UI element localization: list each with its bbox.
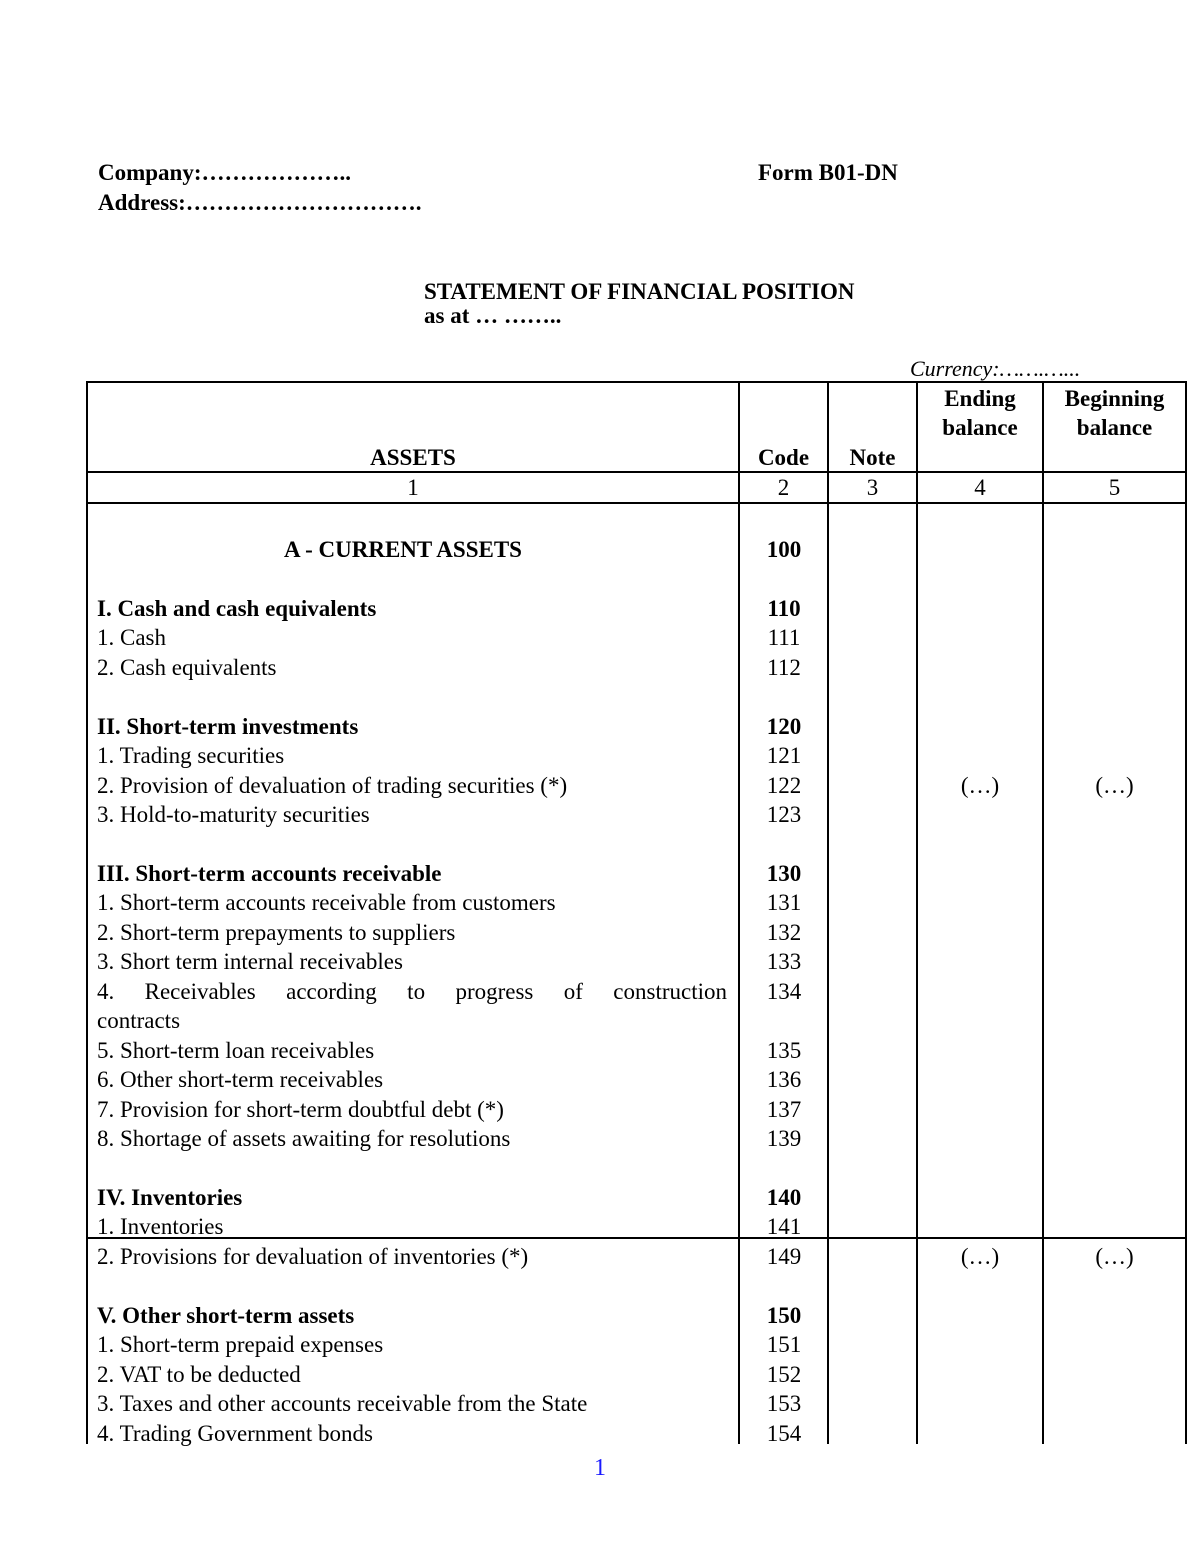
column-number: 2 [777, 475, 790, 500]
page-number: 1 [594, 1455, 606, 1481]
row-label: 1. Inventories [97, 1214, 224, 1240]
header-ending-line2: balance [942, 415, 1018, 440]
table-border-top [86, 381, 1187, 383]
table-row [86, 859, 1187, 888]
row-code: 110 [767, 595, 801, 621]
row-code: 131 [766, 890, 802, 916]
header-assets: ASSETS [370, 445, 456, 470]
row-label: II. Short-term investments [97, 713, 359, 739]
column-number: 1 [407, 475, 419, 500]
table-row [86, 1242, 1187, 1271]
row-label: 1. Cash [97, 625, 166, 651]
table-row [86, 1271, 1187, 1300]
table-row [86, 1360, 1187, 1389]
header-beginning-line2: balance [1076, 415, 1153, 440]
table-row [86, 1419, 1187, 1448]
row-label: 1. Short-term accounts receivable from customers [97, 890, 556, 916]
as-at-date: as at … …….. [424, 303, 562, 328]
header-ending-line1: Ending [944, 386, 1016, 411]
table-row [86, 771, 1187, 800]
table-row [86, 1124, 1187, 1153]
row-code: 136 [766, 1067, 802, 1093]
table-row [86, 1065, 1187, 1094]
row-label: A - CURRENT ASSETS [284, 537, 522, 562]
table-row [86, 682, 1187, 711]
row-label: 4. Receivables according to progress of construction [97, 978, 727, 1004]
row-label: 7. Provision for short-term doubtful debt (*) [97, 1096, 504, 1122]
table-row [86, 830, 1187, 859]
row-label: IV. Inventories [97, 1184, 243, 1210]
row-label: 3. Hold-to-maturity securities [97, 802, 370, 828]
row-code: 152 [766, 1361, 802, 1387]
row-label: 1. Trading securities [97, 743, 285, 769]
column-number: 3 [866, 475, 879, 500]
row-code: 123 [766, 802, 802, 828]
header-code: Code [757, 445, 810, 470]
row-label: III. Short-term accounts receivable [97, 860, 442, 886]
column-numbers-divider [86, 502, 1187, 504]
table-row [86, 1389, 1187, 1418]
row-code: 141 [766, 1214, 802, 1240]
row-code: 151 [766, 1332, 802, 1358]
table-row [86, 1330, 1187, 1359]
row-code: 100 [766, 537, 802, 562]
row-code: 122 [766, 772, 802, 798]
header-note: Note [849, 445, 896, 470]
row-code: 140 [766, 1184, 802, 1210]
table-row [86, 623, 1187, 652]
financial-position-table [86, 381, 1187, 1444]
table-row [86, 1212, 1187, 1241]
row-label: 6. Other short-term receivables [97, 1067, 384, 1093]
table-row [86, 1301, 1187, 1330]
table-row [86, 653, 1187, 682]
row-label: 2. Provisions for devaluation of inventories (*) [97, 1243, 529, 1269]
table-row [86, 1036, 1187, 1065]
row-code: 137 [766, 1096, 802, 1122]
row-code: 154 [766, 1420, 802, 1446]
row-code: 134 [766, 978, 802, 1004]
row-label: 3. Taxes and other accounts receivable from the State [97, 1391, 588, 1417]
row-label: 2. Short-term prepayments to suppliers [97, 919, 456, 945]
header-beginning-line1: Beginning [1064, 386, 1165, 411]
address-field: Address:…………………………. [98, 190, 422, 215]
row-label: 3. Short term internal receivables [97, 949, 403, 975]
row-code: 139 [766, 1126, 802, 1151]
table-row [86, 564, 1187, 593]
row-ending-balance: (…) [960, 1243, 1000, 1269]
table-row [86, 594, 1187, 623]
table-row [86, 888, 1187, 917]
column-number: 4 [974, 475, 986, 500]
row-label: 4. Trading Government bonds [97, 1420, 373, 1446]
document-title: STATEMENT OF FINANCIAL POSITION [424, 279, 855, 304]
row-label: 5. Short-term loan receivables [97, 1037, 375, 1063]
row-code: 121 [766, 743, 802, 769]
table-row [86, 1095, 1187, 1124]
row-beginning-balance: (…) [1095, 772, 1134, 798]
table-row [86, 947, 1187, 976]
row-code: 130 [766, 860, 802, 886]
row-label: V. Other short-term assets [97, 1302, 355, 1328]
table-row [86, 1153, 1187, 1182]
row-code: 132 [766, 919, 802, 945]
table-row [86, 1183, 1187, 1212]
row-label: 1. Short-term prepaid expenses [97, 1332, 384, 1358]
row-label: 2. VAT to be deducted [97, 1361, 301, 1387]
row-code: 153 [766, 1391, 802, 1417]
row-code: 111 [767, 625, 801, 651]
row-code: 133 [766, 949, 802, 975]
row-code: 150 [766, 1302, 802, 1328]
row-code: 135 [766, 1037, 802, 1063]
form-code: Form B01-DN [758, 160, 898, 185]
row-label: I. Cash and cash equivalents [97, 595, 377, 621]
table-row [86, 712, 1187, 741]
table-row [86, 800, 1187, 829]
row-code: 120 [766, 713, 802, 739]
table-row [86, 1006, 1187, 1035]
table-row [86, 535, 1187, 564]
row-label: contracts [97, 1008, 181, 1034]
row-ending-balance: (…) [960, 772, 1000, 798]
table-row [86, 741, 1187, 770]
row-code: 149 [766, 1243, 802, 1269]
row-label: 8. Shortage of assets awaiting for resolutions [97, 1126, 511, 1151]
company-field: Company:……………….. [98, 160, 352, 185]
row-label: 2. Provision of devaluation of trading securities (*) [97, 772, 568, 798]
table-row [86, 977, 1187, 1006]
column-number: 5 [1108, 475, 1121, 500]
row-beginning-balance: (…) [1095, 1243, 1134, 1269]
table-row [86, 918, 1187, 947]
currency-field: Currency:…….…... [910, 356, 1081, 381]
row-label: 2. Cash equivalents [97, 654, 277, 680]
row-code: 112 [767, 654, 801, 680]
